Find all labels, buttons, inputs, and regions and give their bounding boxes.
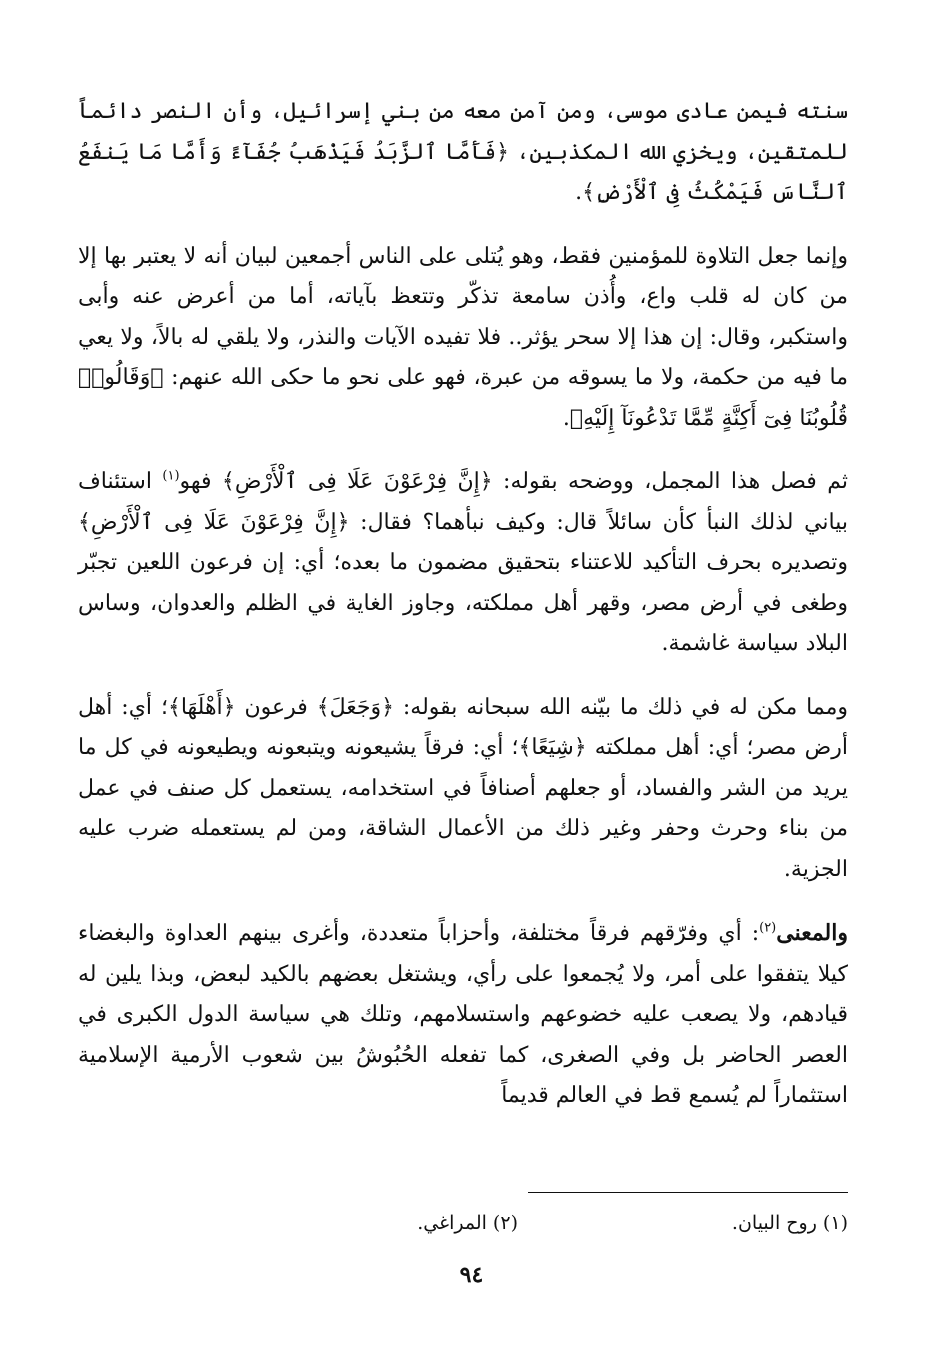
paragraph-1 <box>78 92 848 214</box>
paragraph-3-text-after: استئناف بياني لذلك النبأ كأن سائلاً قال: وكيف نبأهما؟ فقال: ﴿إِنَّ فِرْعَوْنَ عَلَا فِى ٱلْأَرْضِ﴾ وتصديره بحرف التأكيد للاعتناء بتحقيق مضمون ما بعده؛ أي: إن فرعون اللعين تجبّر وطغى في أرض مصر، وقهر أهل مملكته، وجاوز الغاية في الظلم والعدوان، وساس البلاد سياسة غاشمة. <box>78 469 848 656</box>
footnote-divider <box>528 1192 848 1193</box>
paragraph-4 <box>78 688 848 891</box>
paragraph-1-text: سنته فيمن عادى موسى، ومن آمن معه من بني إسرائيل، وأن النصر دائماً للمتقين، ويخزي الله المكذبين، ﴿فَأَمَّا ٱلزَّبَدُ فَيَذْهَبُ جُفَآءً وَأَمَّا مَا يَنفَعُ ٱلنَّاسَ فَيَمْكُثُ فِى ٱلْأَرْضِ﴾. <box>78 99 848 205</box>
main-text <box>78 92 848 1140</box>
footnote-ref-1: (١) <box>162 468 180 484</box>
paragraph-5-text: : أي وفرّقهم فرقاً مختلفة، وأحزاباً متعددة، وأغرى بينهم العداوة والبغضاء كيلا يتفقوا على أمر، ولا يُجمعوا على رأي، ويشتغل بعضهم بالكيد لبعض، وبذا يلين له قيادهم، ولا يصعب عليه خضوعهم واستسلامهم، وتلك هي سياسة الدول الكبرى في العصر الحاضر بل وفي الصغرى، كما تفعله الحُبُوشُ بين شعوب الأرمية الإسلامية استثماراً لم يُسمع قط في العالم قديماً <box>78 921 848 1108</box>
paragraph-3 <box>78 462 848 665</box>
paragraph-5 <box>78 913 848 1117</box>
footnote-2: (٢) المراغي. <box>417 1212 518 1234</box>
page-number: ٩٤ <box>459 1262 484 1288</box>
footnote-ref-2: (٢) <box>759 920 777 936</box>
paragraph-2-text: وإنما جعل التلاوة للمؤمنين فقط، وهو يُتلى على الناس أجمعين لبيان أنه لا يعتبر بها إلا من كان له قلب واع، وأُذن سامعة تذكّر وتتعظ بآياته، أما من أعرض عنه وأبى واستكبر، وقال: إن هذا إلا سحر يؤثر.. فلا تفيده الآيات والنذر، ولا يلقي له بالاً، ولا يعي ما فيه من حكمة، ولا ما يسوقه من عبرة، فهو على نحو ما حكى الله عنهم: ﴿وَقَالُوا۟ قُلُوبُنَا فِىٓ أَكِنَّةٍ مِّمَّا تَدْعُونَآ إِلَيْهِ﴾. <box>78 243 848 431</box>
paragraph-5-lead: والمعنى <box>776 920 848 946</box>
paragraph-2 <box>78 237 848 440</box>
paragraph-3-text: ثم فصل هذا المجمل، ووضحه بقوله: ﴿إِنَّ فِرْعَوْنَ عَلَا فِى ٱلْأَرْضِ﴾ فهو <box>179 469 848 494</box>
footnote-1: (١) روح البيان. <box>731 1212 848 1234</box>
paragraph-4-text: ومما مكن له في ذلك ما بيّنه الله سبحانه بقوله: ﴿وَجَعَلَ﴾ فرعون ﴿أَهْلَهَا﴾؛ أي: أهل أرض مصر؛ أي: أهل مملكته ﴿شِيَعًا﴾؛ أي: فرقاً يشيعونه ويتبعونه ويطيعونه في كل ما يريد من الشر والفساد، أو جعلهم أصنافاً في استخدامه، يستعمل كل صنف في عمل من بناء وحرث وحفر وغير ذلك من الأعمال الشاقة، ومن لم يستعمله ضرب عليه الجزية. <box>78 694 848 882</box>
